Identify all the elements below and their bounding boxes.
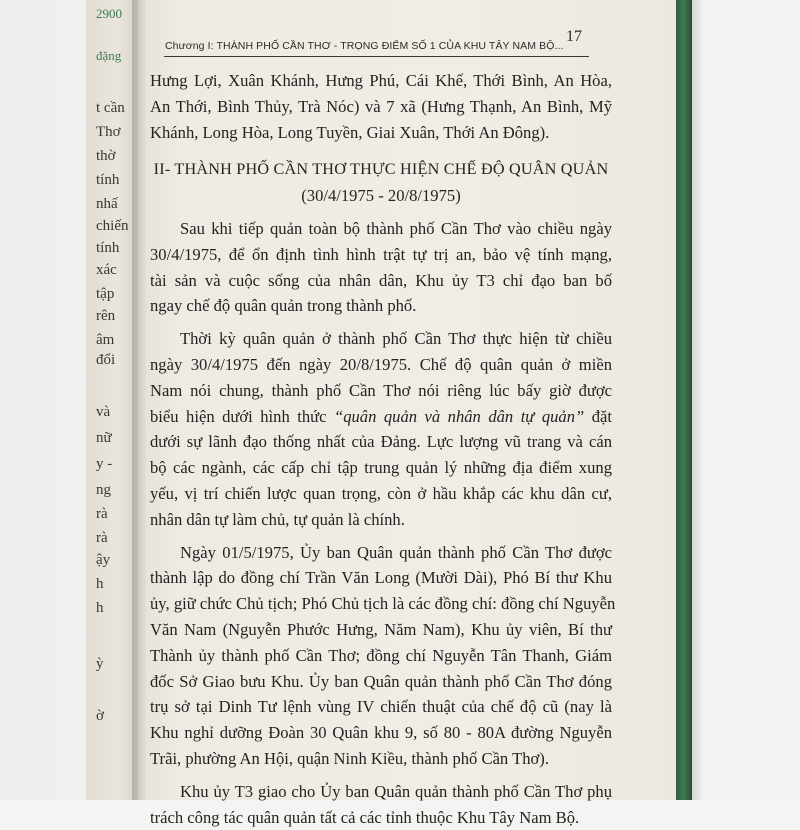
prev-page-fragment: nhấ bbox=[96, 196, 118, 212]
prev-page-fragment: rà bbox=[96, 506, 108, 522]
green-cover-edge bbox=[676, 0, 692, 800]
prev-page-fragment: t cần bbox=[96, 100, 125, 116]
prev-page-fragment: tính bbox=[96, 172, 120, 188]
text-line: thành lập do đồng chí Trần Văn Long (Mười Dài), Phó Bí thư Khu bbox=[150, 568, 612, 588]
spacer bbox=[150, 145, 612, 157]
prev-page-fragment: 2900 bbox=[96, 6, 122, 21]
prev-page-fragment: tính bbox=[96, 240, 120, 256]
text-line: Ngày 01/5/1975, Ủy ban Quân quản thành phố Cần Thơ được bbox=[180, 542, 612, 562]
prev-page-fragment: h bbox=[96, 600, 104, 616]
text-line: Khu ủy T3 giao cho Ủy ban Quân quản thành phố Cần Thơ phụ bbox=[180, 781, 612, 801]
section-dates: (30/4/1975 - 20/8/1975) bbox=[301, 186, 461, 206]
prev-page-fragment: thờ bbox=[96, 148, 116, 164]
text-line: Sau khi tiếp quản toàn bộ thành phố Cần Thơ vào chiều ngày bbox=[180, 218, 612, 238]
running-header: Chương I: THÀNH PHỐ CẦN THƠ - TRỌNG ĐIỂM SỐ 1 CỦA KHU TÂY NAM BỘ... bbox=[165, 40, 564, 52]
prev-page-fragment: rà bbox=[96, 530, 108, 546]
spacer bbox=[150, 209, 612, 216]
spacer bbox=[150, 319, 612, 326]
text-line: bộ các ngành, các cấp chỉ tập trung quản lý những địa điểm xung bbox=[150, 458, 612, 478]
text-line: ủy, giữ chức Chủ tịch; Phó Chủ tịch là các đồng chí: đồng chí Nguyễn bbox=[150, 594, 616, 614]
text-line: 30/4/1975, để ổn định tình hình trật tự trị an, bảo vệ tính mạng, bbox=[150, 244, 612, 264]
prev-page-fragment: nữ bbox=[96, 430, 112, 446]
text-line: dưới sự lãnh đạo thống nhất của Đảng. Lực lượng vũ trang và cán bbox=[150, 432, 612, 452]
prev-page-fragment: xác bbox=[96, 262, 117, 278]
text-line: Khu nghỉ dưỡng Đoàn 30 Quân khu 9, số 80 - 80A đường Nguyễn bbox=[150, 723, 612, 743]
spine-shadow bbox=[132, 0, 146, 800]
prev-page-fragment: ng bbox=[96, 482, 111, 498]
text-line: Khánh, Long Hòa, Long Tuyền, Giai Xuân, Thới An Đông). bbox=[150, 122, 550, 142]
prev-page-fragment: đổi bbox=[96, 352, 116, 368]
previous-page-edge bbox=[86, 0, 138, 800]
text-fragment: biểu hiện dưới hình thức bbox=[150, 406, 334, 426]
section-heading: II- THÀNH PHỐ CẦN THƠ THỰC HIỆN CHẾ ĐỘ QUÂN QUẢN bbox=[153, 160, 609, 179]
text-line: tài sản và cuộc sống của nhân dân, Khu ủy T3 chỉ đạo ban bố bbox=[150, 270, 612, 290]
prev-page-fragment: h bbox=[96, 576, 104, 592]
prev-page-fragment: âm bbox=[96, 332, 115, 348]
prev-page-fragment: tập bbox=[96, 286, 115, 302]
text-line: Hưng Lợi, Xuân Khánh, Hưng Phú, Cái Khế, Thới Bình, An Hòa, bbox=[150, 71, 612, 90]
prev-page-fragment: ờ bbox=[96, 708, 104, 724]
prev-page-fragment: ỳ bbox=[96, 656, 104, 672]
prev-page-fragment: y - bbox=[96, 456, 113, 472]
text-line-with-quote bbox=[150, 404, 612, 430]
text-line: đốc Sở Giao bưu Khu. Ủy ban Quân quản thành phố Cần Thơ đóng bbox=[150, 671, 612, 691]
cover-edge-shadow bbox=[692, 0, 704, 800]
header-rule bbox=[164, 56, 589, 57]
text-line: An Thới, Bình Thủy, Trà Nóc) và 7 xã (Hưng Thạnh, An Bình, Mỹ bbox=[150, 96, 612, 116]
text-line: Văn Nam (Nguyễn Phước Hưng, Năm Nam), Khu ủy viên, Bí thư bbox=[150, 619, 612, 639]
text-line: Trãi, phường An Hội, quận Ninh Kiều, thành phố Cần Thơ). bbox=[150, 748, 549, 768]
spacer bbox=[150, 772, 612, 779]
text-line: nhân dân tự làm chủ, tự quản là chính. bbox=[150, 509, 405, 529]
text-line: trách công tác quân quản tất cả các tỉnh thuộc Khu Tây Nam Bộ. bbox=[150, 807, 580, 827]
spacer bbox=[150, 533, 612, 540]
text-line: ngày 30/4/1975 đến ngày 20/8/1975. Chế độ quân quản ở miền bbox=[150, 354, 612, 374]
body-text bbox=[150, 68, 616, 830]
text-line: trụ sở tại Dinh Tư lệnh vùng IV chiến thuật của chế độ cũ (nay là bbox=[150, 697, 612, 717]
prev-page-fragment: đặng bbox=[96, 48, 122, 63]
text-line: Thành ủy thành phố Cần Thơ; đồng chí Nguyễn Tân Thanh, Giám bbox=[150, 645, 612, 665]
prev-page-fragment: chiến bbox=[96, 218, 129, 234]
text-fragment: đặt bbox=[584, 406, 612, 426]
text-line: ngay chế độ quân quản trong thành phố. bbox=[150, 296, 417, 316]
page-number: 17 bbox=[566, 28, 582, 45]
text-line: Thời kỳ quân quản ở thành phố Cần Thơ thực hiện từ chiều bbox=[180, 329, 612, 349]
italic-quote: “quân quản và nhân dân tự quản” bbox=[333, 406, 585, 426]
text-line: yếu, vị trí chiến lược quan trọng, còn ở hầu khắp các khu dân cư, bbox=[150, 483, 612, 503]
prev-page-fragment: và bbox=[96, 404, 111, 420]
prev-page-fragment: Thơ bbox=[96, 124, 121, 140]
text-line: Nam nói chung, thành phố Cần Thơ nói riêng lúc bấy giờ được bbox=[150, 380, 612, 400]
prev-page-fragment: rên bbox=[96, 308, 116, 324]
prev-page-fragment: ậy bbox=[96, 552, 111, 568]
